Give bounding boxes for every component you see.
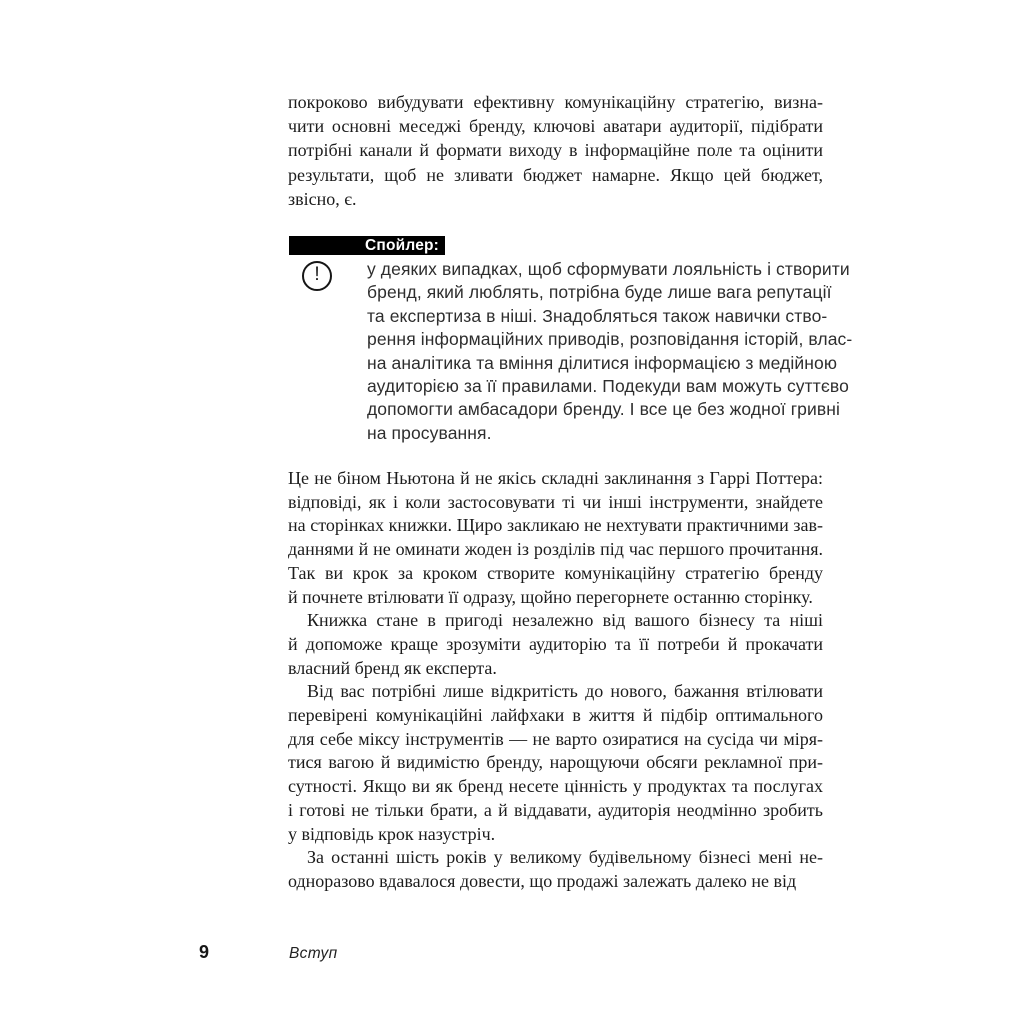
- text-line: аудиторією за її правилами. Подекуди вам можуть суттєво: [367, 376, 849, 397]
- text-line: звісно, є.: [288, 188, 357, 209]
- text-line: та експертиза в ніші. Знадобляться також навички ство-: [367, 305, 828, 326]
- text-line: у деяких випадках, щоб сформувати лояльність і створити: [367, 259, 850, 279]
- text-line: у відповідь крок назустріч.: [288, 823, 496, 844]
- text-line: для себе міксу інструментів — не варто озиратися на сусіда чи міря-: [288, 728, 823, 749]
- text-line: відповіді, як і коли застосовувати ті чи інші інструменти, знайдете: [288, 491, 823, 512]
- text-line: на аналітика та вміння ділитися інформацією з медійною: [367, 352, 838, 373]
- text-line: Книжка стане в пригоді незалежно від вашого бізнесу та ніші: [307, 610, 823, 631]
- text-line: і готові не тільки брати, а й віддавати, аудиторія неодмінно зробить: [288, 799, 823, 820]
- text-line: тися вагою й видимістю бренду, нарощуючи обсяги рекламної при-: [288, 752, 823, 773]
- text-line: Від вас потрібні лише відкритість до нового, бажання втілювати: [307, 681, 823, 702]
- spoiler-text: [367, 258, 853, 445]
- paragraph: [288, 609, 823, 680]
- text-line: Так ви крок за кроком створите комунікаційну стратегію бренду: [288, 562, 823, 583]
- paragraph: [288, 846, 823, 893]
- exclamation-glyph: !: [314, 264, 320, 285]
- text-line: на просування.: [367, 422, 492, 443]
- page-number: 9: [199, 942, 210, 962]
- text-line: одноразово вдавалося довести, що продажі залежать далеко не від: [288, 870, 797, 891]
- text-line: покроково вибудувати ефективну комунікаційну стратегію, визна-: [288, 92, 823, 112]
- paragraph: [288, 680, 823, 846]
- exclamation-circle-icon: [302, 261, 332, 291]
- text-line: й почнете втілювати її одразу, щойно перегорнете останню сторінку.: [288, 586, 813, 607]
- intro-paragraph: [288, 90, 823, 211]
- text-line: чити основні меседжі бренду, ключові аватари аудиторії, підібрати: [288, 116, 823, 137]
- text-line: перевірені комунікаційні лайфхаки в життя й підбір оптимального: [288, 705, 823, 726]
- text-line: даннями й не оминати жоден із розділів під час першого прочитання.: [288, 539, 823, 560]
- text-line: бренд, який люблять, потрібна буде лише вага репутації: [367, 282, 832, 303]
- spoiler-label: Спойлер:: [365, 237, 440, 254]
- text-line: й допоможе краще зрозуміти аудиторію та її потреби й прокачати: [288, 633, 823, 654]
- footer-section-title: Вступ: [289, 945, 338, 962]
- text-line: власний бренд як експерта.: [288, 657, 497, 678]
- paragraph: [288, 467, 823, 609]
- text-line: рення інформаційних приводів, розповідання історій, влас-: [367, 329, 853, 350]
- body-text: [288, 467, 823, 894]
- text-line: сутності. Якщо ви як бренд несете цінність у продуктах та послугах: [288, 776, 823, 797]
- text-line: на сторінках книжки. Щиро закликаю не нехтувати практичними зав-: [288, 515, 823, 536]
- text-line: потрібні канали й формати виходу в інформаційне поле та оцінити: [288, 140, 823, 161]
- text-line: результати, щоб не зливати бюджет намарне. Якщо цей бюджет,: [288, 164, 823, 185]
- text-line: За останні шість років у великому будівельному бізнесі мені не-: [307, 847, 823, 868]
- text-line: допомогти амбасадори бренду. І все це без жодної гривні: [367, 399, 841, 420]
- text-line: Це не біном Ньютона й не якісь складні заклинання з Гаррі Поттера:: [288, 468, 823, 488]
- spoiler-header-bar: [289, 236, 445, 255]
